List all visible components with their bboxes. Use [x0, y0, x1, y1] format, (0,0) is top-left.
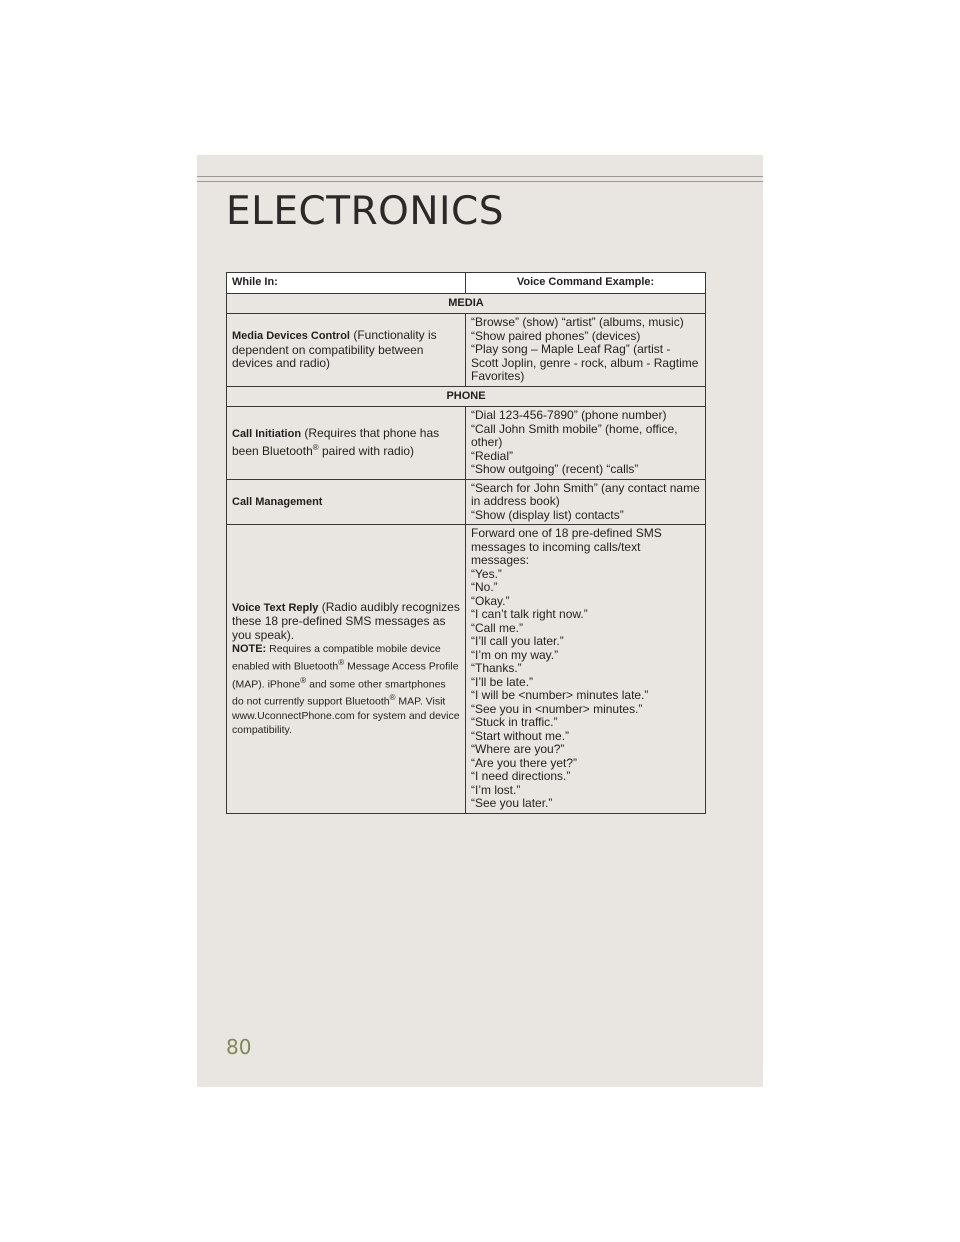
row-label: Call Management	[232, 495, 323, 508]
section-row-phone	[227, 386, 706, 407]
section-label-phone: PHONE	[227, 386, 706, 407]
note-part: Requires a compatible mobile device enabled with Bluetooth	[232, 643, 441, 673]
sms-message-example: “I will be <number> minutes late.”	[471, 688, 649, 702]
sms-message-example: “I’ll call you later.”	[471, 634, 564, 648]
example-line: “Play song – Maple Leaf Rag” (artist - Scott Joplin, genre - rock, album - Ragtime Favorites)	[471, 342, 699, 383]
registered-mark: ®	[312, 443, 319, 453]
example-line: “Show (display list) contacts”	[471, 507, 624, 522]
example-line: “Redial”	[471, 448, 514, 463]
note-part: MAP. Visit www.UconnectPhone.com for system and device compatibility.	[232, 695, 460, 736]
example-cell	[466, 479, 706, 525]
row-description-cont: paired with radio)	[318, 444, 415, 459]
example-line: “Browse” (show) “artist” (albums, music)	[471, 315, 684, 329]
row-label: Voice Text Reply	[232, 601, 319, 614]
table-header-row	[227, 273, 706, 294]
row-label: Media Devices Control	[232, 330, 350, 342]
registered-mark: ®	[338, 658, 345, 668]
sms-message-example: “Start without me.”	[471, 728, 570, 743]
manual-page	[197, 155, 763, 1087]
section-row-media	[227, 293, 706, 314]
section-label-media: MEDIA	[227, 293, 706, 314]
table-row	[227, 407, 706, 480]
example-line: “Call John Smith mobile” (home, office, other)	[471, 421, 678, 449]
example-cell	[466, 407, 706, 480]
sms-message-example: “Okay.”	[471, 593, 510, 608]
note-label: NOTE:	[232, 643, 267, 656]
sms-message-example: “See you in <number> minutes.”	[471, 701, 643, 716]
sms-message-example: “I’ll be late.”	[471, 674, 534, 689]
note-part: and some other smartphones do not currently support Bluetooth	[232, 678, 446, 708]
while-in-cell	[227, 525, 466, 814]
page-number: 80	[226, 1035, 252, 1059]
sms-message-example: “Call me.”	[471, 620, 524, 635]
registered-mark: ®	[389, 693, 396, 703]
sms-message-example: “Yes.”	[471, 566, 502, 581]
header-while-in: While In:	[227, 273, 466, 294]
row-description: (Radio audibly recognizes these 18 pre-defined SMS messages as you speak).	[232, 599, 460, 642]
sms-message-example: “Where are you?”	[471, 742, 565, 756]
sms-message-example: “No.”	[471, 580, 498, 594]
while-in-cell	[227, 407, 466, 480]
sms-message-example: “Thanks.”	[471, 661, 522, 675]
row-label: Call Initiation	[232, 427, 302, 440]
table-row	[227, 314, 706, 387]
header-voice-command-example: Voice Command Example:	[466, 273, 706, 294]
while-in-cell	[227, 479, 466, 525]
sms-message-example: “Stuck in traffic.”	[471, 715, 558, 729]
header-rule-secondary	[197, 181, 763, 182]
sms-message-example: “I need directions.”	[471, 769, 571, 783]
table-row	[227, 479, 706, 525]
sms-intro: Forward one of 18 pre-defined SMS messages to incoming calls/text messages:	[471, 526, 662, 567]
example-line: “Show outgoing” (recent) “calls”	[471, 462, 639, 476]
sms-message-example: “I can’t talk right now.”	[471, 607, 588, 621]
example-line: “Dial 123-456-7890” (phone number)	[471, 408, 667, 422]
example-cell	[466, 314, 706, 387]
sms-message-example: “I’m on my way.”	[471, 647, 559, 662]
row-description: (Functionality is dependent on compatibility between devices and radio)	[232, 328, 437, 370]
row-description: (Requires that phone has been Bluetooth	[232, 425, 440, 459]
header-rule	[197, 176, 763, 177]
table-row	[227, 525, 706, 814]
registered-mark: ®	[300, 675, 307, 685]
note-text	[232, 642, 460, 737]
voice-command-table	[226, 272, 706, 814]
while-in-cell	[227, 314, 466, 387]
example-line: “Show paired phones” (devices)	[471, 328, 641, 343]
sms-message-example: “Are you there yet?”	[471, 755, 578, 770]
sms-message-example: “I’m lost.”	[471, 782, 521, 797]
section-title: ELECTRONICS	[226, 189, 505, 234]
sms-message-example: “See you later.”	[471, 796, 553, 810]
example-cell	[466, 525, 706, 814]
example-line: “Search for John Smith” (any contact name in address book)	[471, 480, 700, 508]
note-part: Message Access Profile (MAP). iPhone	[232, 660, 459, 691]
